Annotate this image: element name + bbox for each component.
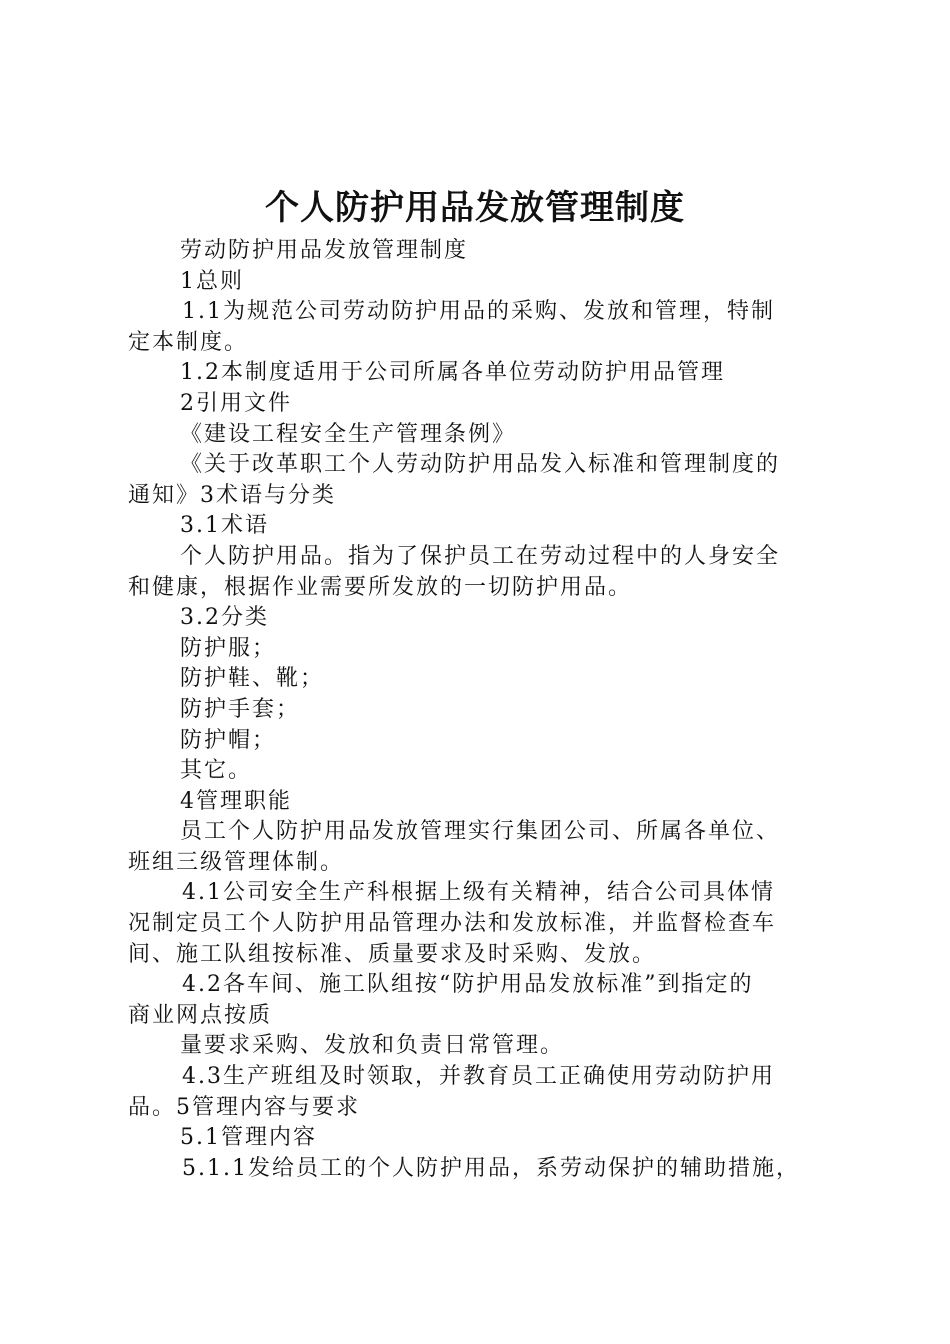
paragraph-line: 4.1公司安全生产科根据上级有关精神，结合公司具体情 [182,880,775,906]
paragraph-line: 品。5管理内容与要求 [128,1094,360,1120]
section-heading: 5.1管理内容 [180,1125,317,1151]
section-heading: 1总则 [180,268,244,294]
paragraph-line: 和健康，根据作业需要所发放的一切防护用品。 [128,574,633,600]
paragraph-line: 间、施工队组按标准、质量要求及时采购、发放。 [128,941,657,967]
list-item: 防护帽； [180,727,277,753]
list-item: 防护手套； [180,696,301,722]
paragraph-line: 量要求采购、发放和负责日常管理。 [180,1033,565,1059]
paragraph-line: 定本制度。 [128,329,249,355]
paragraph-line: 劳动防护用品发放管理制度 [180,238,469,263]
paragraph-line: 《建设工程安全生产管理条例》 [180,421,517,447]
section-heading: 3.1术语 [180,513,269,539]
paragraph-line: 商业网点按质 [128,1002,273,1028]
paragraph-line: 通知》3术语与分类 [128,482,336,508]
document-body [128,236,828,1184]
paragraph-line: 5.1.1发给员工的个人防护用品，系劳动保护的辅助措施， [182,1155,800,1181]
list-item: 防护服； [180,635,277,661]
paragraph-line: 1.2本制度适用于公司所属各单位劳动防护用品管理 [180,360,725,386]
paragraph-line: 4.2各车间、施工队组按“防护用品发放标准”到指定的 [182,972,754,998]
section-heading: 3.2分类 [180,605,269,631]
paragraph-line: 班组三级管理体制。 [128,849,345,875]
paragraph-line: 《关于改革职工个人劳动防护用品发入标准和管理制度的 [180,452,781,478]
section-heading: 4管理职能 [180,788,292,814]
paragraph-line: 个人防护用品。指为了保护员工在劳动过程中的人身安全 [180,543,781,569]
list-item: 其它。 [180,758,253,784]
document-title: 个人防护用品发放管理制度 [265,188,685,228]
paragraph-line: 4.3生产班组及时领取，并教育员工正确使用劳动防护用 [182,1064,775,1090]
list-item: 防护鞋、靴； [180,666,325,692]
paragraph-line: 况制定员工个人防护用品管理办法和发放标准，并监督检查车 [128,911,777,937]
paragraph-line: 1.1为规范公司劳动防护用品的采购、发放和管理，特制 [182,299,775,325]
section-heading: 2引用文件 [180,390,292,416]
paragraph-line: 员工个人防护用品发放管理实行集团公司、所属各单位、 [180,819,781,845]
